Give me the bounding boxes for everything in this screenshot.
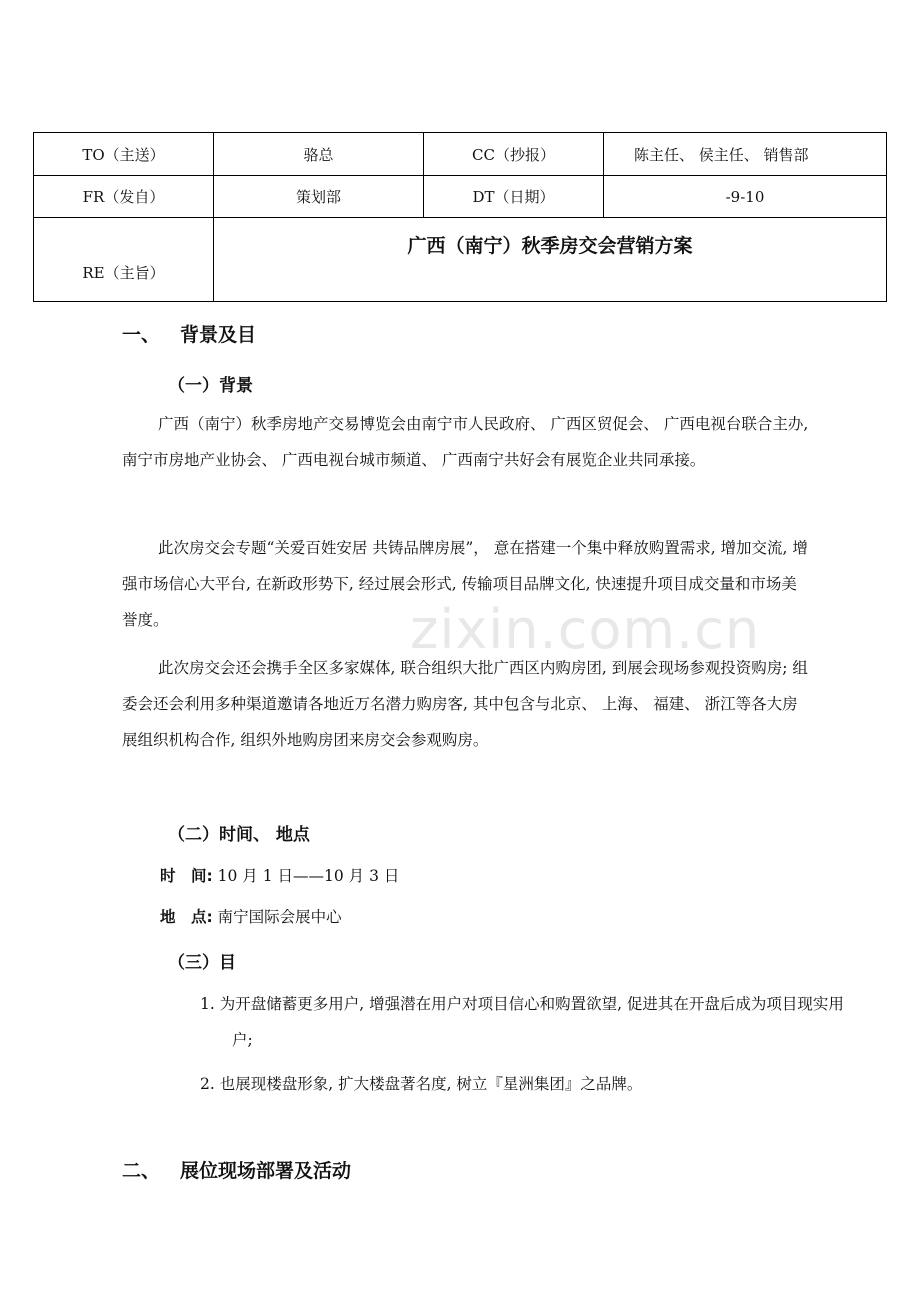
place-line bbox=[160, 905, 342, 927]
subsection-background-title: （一）背景 bbox=[168, 376, 253, 396]
subsection-purpose-title: （三）目 bbox=[168, 953, 236, 973]
section-1-heading bbox=[122, 320, 256, 347]
time-value: 10 月 1 日——10 月 3 日 bbox=[217, 867, 400, 885]
dt-label: DT（日期） bbox=[424, 176, 604, 218]
time-label: 时 间: bbox=[160, 867, 213, 885]
section-2-title: 展位现场部署及活动 bbox=[180, 1160, 352, 1182]
memo-header-table bbox=[33, 132, 887, 302]
section-2-number: 二、 bbox=[122, 1160, 161, 1182]
purpose-item-2: 2. 也展现楼盘形象, 扩大楼盘著名度, 树立『星洲集团』之品牌。 bbox=[200, 1075, 643, 1093]
fr-label: FR（发自） bbox=[34, 176, 214, 218]
cc-value: 陈主任、 侯主任、 销售部 bbox=[604, 133, 887, 176]
dt-value: -9-10 bbox=[604, 176, 887, 218]
place-label: 地 点: bbox=[160, 908, 213, 926]
background-paragraph-1: 广西（南宁）秋季房地产交易博览会由南宁市人民政府、 广西区贸促会、 广西电视台联合主办, 南宁市房地产业协会、 广西电视台城市频道、 广西南宁共好会有展览企业共同承接。 bbox=[122, 415, 809, 469]
subsection-time-place-title: （二）时间、 地点 bbox=[168, 825, 310, 845]
background-paragraph-2: 此次房交会专题“关爱百姓安居 共铸品牌房展”， 意在搭建一个集中释放购置需求, 增加交流, 增强市场信心大平台, 在新政形势下, 经过展会形式, 传输项目品牌文化, 快速提升项目成交量和市场美誉度。 bbox=[122, 539, 808, 629]
section-1-number: 一、 bbox=[122, 324, 161, 346]
purpose-item-1: 1. 为开盘储蓄更多用户, 增强潜在用户对项目信心和购置欲望, 促进其在开盘后成为项目现实用户; bbox=[200, 995, 844, 1049]
background-paragraph-3: 此次房交会还会携手全区多家媒体, 联合组织大批广西区内购房团, 到展会现场参观投资购房; 组委会还会利用多种渠道邀请各地近万名潜力购房客, 其中包含与北京、 上海、 福建、 浙江等各大房展组织机构合作, 组织外地购房团来房交会参观购房。 bbox=[122, 659, 808, 749]
fr-value: 策划部 bbox=[214, 176, 424, 218]
section-1-title: 背景及目 bbox=[180, 324, 257, 346]
re-label: RE（主旨） bbox=[34, 218, 214, 302]
cc-label: CC（抄报） bbox=[424, 133, 604, 176]
section-2-heading bbox=[122, 1156, 351, 1183]
to-label: TO（主送） bbox=[34, 133, 214, 176]
place-value: 南宁国际会展中心 bbox=[217, 908, 342, 926]
watermark: zixin.com.cn bbox=[410, 598, 761, 661]
time-line bbox=[160, 864, 399, 886]
to-value: 骆总 bbox=[214, 133, 424, 176]
subject-title: 广西（南宁）秋季房交会营销方案 bbox=[214, 218, 887, 302]
